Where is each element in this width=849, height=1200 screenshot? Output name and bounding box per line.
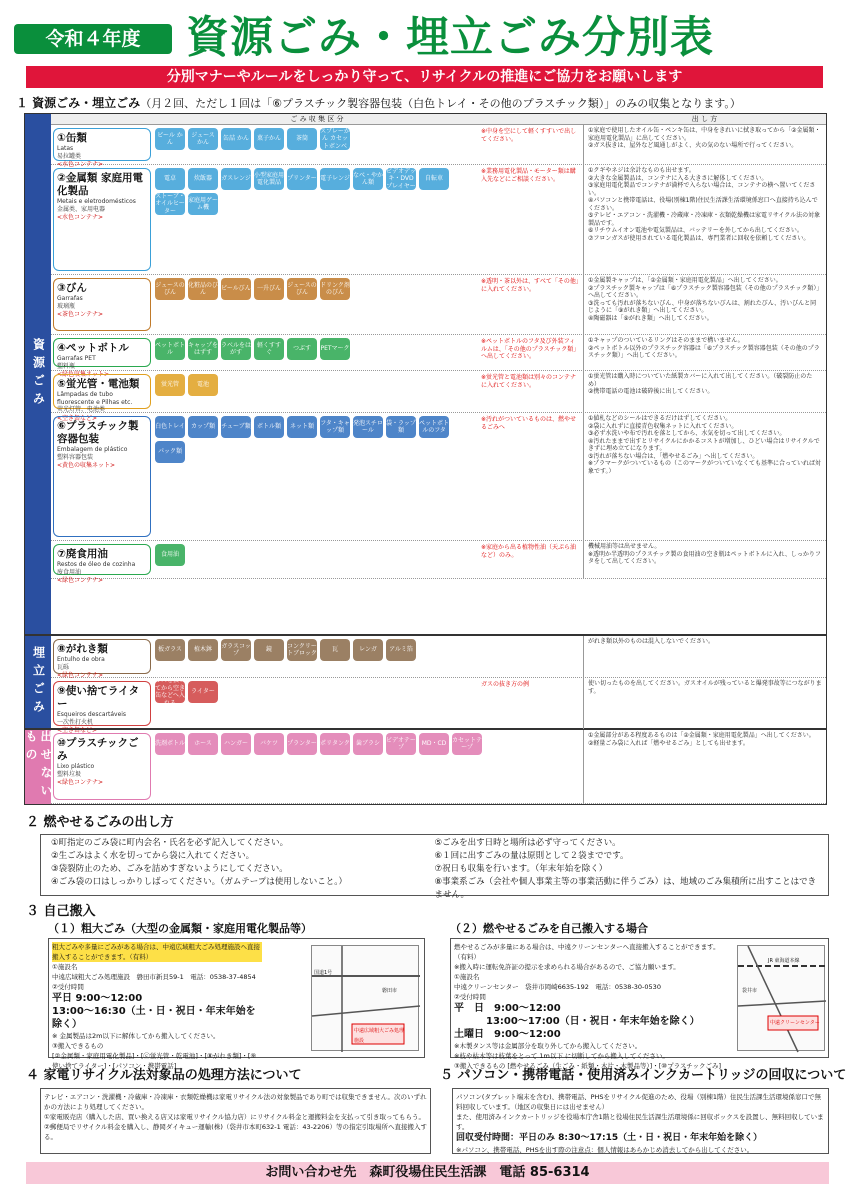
garbage-category-row (51, 636, 826, 678)
category-name-pt: Restos de óleo de cozinha (57, 561, 136, 569)
section-3-2-title: （２）燃やせるごみを自己搬入する場合 (450, 922, 648, 935)
item-example-icon: 袋・ラップ類 (386, 416, 416, 438)
category-name-box (53, 733, 151, 800)
item-example-icon: ガラスコップ (221, 639, 251, 661)
label-umetate: 埋立ごみ (25, 636, 51, 728)
category-name: ⑨使い捨てライター (57, 685, 140, 711)
item-example-icon: バケツ (254, 733, 284, 755)
container-color: <水色コンテナ> (57, 214, 104, 222)
category-rules: がれき類以外のものは混入しないでください。 (583, 636, 826, 677)
item-example-icon: カセットテープ (452, 733, 482, 755)
container-color: <緑色コンテナ> (57, 672, 104, 680)
pc-time: 回収受付時間：平日のみ 8:30～17:15（土・日・祝日・年末年始を除く） (456, 1133, 763, 1143)
item-example-icon: ビールびん (221, 278, 251, 300)
bulky-items-label: ③搬入できるもの (52, 1042, 104, 1050)
selfhaul-intro: 燃やせるごみが多量にある場合は、中遠クリーンセンターへ直接搬入することができます。（有料） (454, 943, 720, 961)
selfhaul-place: 中遠クリーンセンター 袋井市岡崎6635-192 電話：0538-30-0530 (454, 983, 661, 991)
bulky-map (311, 945, 419, 1051)
category-name-pt: Embalagem de plástico (57, 446, 128, 454)
item-example-icon: 炊飯器 (188, 168, 218, 190)
item-example-icon: アルミ箔 (386, 639, 416, 661)
item-example-icon: MD・CD (419, 733, 449, 755)
category-name: ⑩プラスチックごみ (57, 737, 139, 763)
category-name-pt: Garrafas PET (57, 355, 96, 363)
item-example-icon: スプレーかん カセットボンベ (320, 127, 350, 150)
contact-footer: お問い合わせ先 森町役場住民生活課 電話 85-6314 (26, 1162, 829, 1184)
item-example-icon: 菓子かん (254, 128, 284, 150)
garbage-category-row (51, 371, 826, 422)
category-name-pt: Metais e eletrodomésticos (57, 198, 136, 206)
not-collected-table (24, 729, 827, 805)
label-shigen: 資源ごみ (25, 114, 51, 634)
label-dasenai: 出せないもの (24, 730, 53, 802)
section-5-title: ５ パソコン・携帯電話・使用済みインクカートリッジの回収について (440, 1068, 847, 1083)
category-note: ※ペットボトルのフタ及び外装フィルムは、「その他のプラスチック類」へ出してください。 (481, 338, 580, 360)
fiscal-year-badge: 令和４年度 (14, 24, 172, 54)
item-example-icon: 化粧品のびん (188, 278, 218, 300)
category-name: ②金属類 家庭用電化製品 (57, 172, 144, 198)
section-1-note: （月２回、ただし１回は「⑥プラスチック製容器包装（白色トレイ・その他のプラスチック類）」のみの収集となります。） (140, 97, 741, 110)
map-label-e: 磐田市 (382, 988, 398, 994)
item-example-icon: 電池 (188, 374, 218, 396)
bulky-time-1: 平日 9:00～12:00 (52, 993, 143, 1004)
item-example-icon: ビール かん (155, 128, 185, 150)
item-example-icon: チューブ類 (221, 416, 251, 438)
item-example-icon: 電卓 (155, 168, 185, 190)
burnable-rule: ⑦祝日も収集を行います。（年末年始を除く） (434, 864, 608, 874)
item-example-icon: ガスレンジ (221, 168, 251, 190)
item-examples (155, 374, 475, 409)
item-example-icon: パック類 (155, 441, 185, 463)
container-color: <空き缶など> (57, 727, 98, 735)
burnable-selfhaul-box (450, 938, 829, 1070)
category-note: ※蛍光管と電池類は別々のコンテナに入れてください。 (481, 374, 577, 389)
section-1-title: １ 資源ごみ・埋立ごみ (16, 96, 141, 110)
item-example-icon: ホース (188, 733, 218, 755)
item-example-icon: 鏡 (254, 639, 284, 661)
item-example-icon: ビデオデッキ・DVDプレイヤー (386, 167, 416, 190)
item-example-icon: 植木鉢 (188, 639, 218, 661)
resource-garbage-table (24, 113, 827, 635)
category-name-box (53, 416, 151, 537)
container-color: <緑色コンテナ> (57, 779, 104, 787)
item-example-icon: 板ガラス (155, 639, 185, 661)
category-name-box (53, 128, 151, 169)
selfhaul-note-3: ※枝や枯木等は枝葉をとって 1m以下 に切断してから搬入してください。 (454, 1052, 669, 1060)
selfhaul-note-2: ※木製タンス等は金属部分を取り外してから搬入してください。 (454, 1042, 642, 1050)
item-example-icon: ジュース かん (188, 128, 218, 150)
selfhaul-map (737, 945, 825, 1051)
burnable-rule: ②生ごみはよく水を切ってから袋に入れてください。 (51, 851, 255, 861)
selfhaul-time-1: 平 日 9:00～12:00 (454, 1003, 561, 1014)
item-examples (155, 128, 475, 161)
item-example-icon: プリンター (287, 168, 317, 190)
container-color: <空き缶など> (57, 414, 98, 422)
item-example-icon: 缶詰 かん (221, 128, 251, 150)
category-name-box (53, 374, 151, 422)
map-road (312, 1006, 420, 1016)
page-title: 資源ごみ・埋立ごみ分別表 (186, 13, 714, 63)
burnable-rule: ⑧事業系ごみ（会社や個人事業主等の事業活動に伴うごみ）は、地域のごみ集積所に出すことはできません。 (434, 877, 817, 900)
item-example-icon: フタ・キャップ類 (320, 416, 350, 438)
item-example-icon: キャップをはずす (188, 338, 218, 360)
container-color: <茶色コンテナ> (57, 311, 104, 319)
category-name-cn: 玻璃瓶 (57, 302, 76, 310)
item-example-icon: ネット類 (287, 416, 317, 438)
category-note: ※業務用電化製品・モーター類は購入先などにご相談ください。 (481, 168, 576, 183)
item-example-icon: 瓦 (320, 639, 350, 661)
map-label-f: 国道1号 (314, 970, 333, 976)
category-rules: 機械用油等は出せません。 ※透明か半透明のプラスチック製の食用油の空き瓶はペットボトルに入れ、しっかりフタをして出してください。 (583, 541, 826, 578)
item-example-icon: 洗剤ボトル (155, 733, 185, 755)
item-example-icon: 電子レンジ (320, 168, 350, 190)
container-color: <黄色の収集ネット> (57, 462, 116, 470)
item-example-icon: プランター (287, 733, 317, 755)
section-4-title: ４ 家電リサイクル法対象品の処理方法について (26, 1068, 302, 1083)
section-2-title: ２ 燃やせるごみの出し方 (26, 815, 174, 830)
map-label-a: 中遠広域粗大ごみ処理施設 (354, 1028, 405, 1044)
category-name-cn: 废食用油 (57, 568, 82, 576)
appliance-recycling-box: テレビ・エアコン・洗濯機・冷蔵庫・冷凍庫・衣類乾燥機は家電リサイクル法の対象製品であり町では収集できません。次のいずれかの方法により処理してください。 ①家電販売店（購入した店、買い換える店又は家電リサイクル協力店）にリサイクル料金と運搬料金を支払って引き取ってもらう。 ②郵便局でリサイクル料金を購入し、静岡ダイキュー運輸(株)（袋井市本町632-1 電話：43-2206）等の指定引取場所へ直接搬入する。 (40, 1088, 431, 1154)
item-example-icon: ペットボトルのフタ (419, 416, 449, 438)
category-name-box (53, 681, 151, 735)
item-example-icon: 発泡スチロール (353, 416, 383, 438)
garbage-category-row (51, 275, 826, 335)
category-name: ⑧がれき類 (57, 643, 108, 655)
item-example-icon: PETマーク (320, 338, 350, 360)
garbage-category-row (51, 730, 826, 804)
item-examples (155, 338, 475, 367)
category-name-box (53, 338, 151, 379)
item-example-icon: ライター (188, 681, 218, 703)
item-example-icon: 歯ブラシ (353, 733, 383, 755)
item-example-icon: なべ・やかん類 (353, 168, 383, 190)
bulky-time-label: ②受付時間 (52, 983, 84, 991)
item-example-icon: 食用油 (155, 544, 185, 566)
garbage-category-row (51, 165, 826, 275)
item-examples (155, 733, 575, 800)
selfhaul-note: ※搬入時に運転免許証の提示を求められる場合があるので、ご協力願います。 (454, 963, 680, 971)
category-name-cn: 塑料容器包装 (57, 453, 94, 461)
item-example-icon: 軽くすすぐ (254, 338, 284, 360)
selfhaul-items: ③搬入できるもの [燃やせるごみ（生ごみ・紙類・木片・木製品等）]・[⑩プラスチックごみ] (454, 1062, 722, 1070)
category-name: ⑥プラスチック製容器包装 (57, 420, 139, 446)
category-rules: ①金属部分がある程度あるものは「②金属類・家庭用電化製品」へ出してください。 ②軽量ごみ袋に入れば「燃やせるごみ」としても出せます。 (583, 730, 826, 803)
category-name-cn: 荧光灯管、电池类 (57, 406, 106, 414)
bulky-place-label: ①施設名 (52, 963, 78, 971)
item-example-icon: ジュースのびん (155, 278, 185, 300)
burnable-rules-box (40, 834, 829, 900)
bulky-place: 中遠広域粗大ごみ処理施設 磐田市新貝59-1 電話：0538-37-4854 (52, 973, 256, 981)
category-name-box (53, 639, 151, 680)
category-rules: ①キャップのついているリングはそのままで構いません。 ②ペットボトル以外のプラスチック容器は「⑥プラスチック製容器包装（その他のプラスチック類）」へ出してください。 (583, 335, 826, 370)
category-name-pt: Esqueiros descartáveis (57, 711, 127, 719)
garbage-category-row (51, 335, 826, 379)
container-color: <水色コンテナ> (57, 161, 104, 169)
category-note: ガスの抜き方の例 (481, 681, 530, 688)
item-example-icon: ラベルをはがす (221, 338, 251, 360)
section-3-1-title: （１）粗大ごみ（大型の金属類・家庭用電化製品等） (48, 922, 312, 935)
garbage-category-row (51, 541, 826, 585)
category-rules: ①家庭で使用したオイル缶・ペンキ缶は、中身をきれいに拭き取ってから「②金属類・家庭用電化製品」に出してください。 ②ガス抜きは、屋外など風通しがよく、火の気のない場所で行ってください。 (583, 125, 826, 164)
item-example-icon: 一升びん (254, 278, 284, 300)
burnable-rule: ⑥１回に出すごみの量は原則として２袋までです。 (434, 851, 629, 861)
landfill-garbage-table (24, 635, 827, 735)
container-color: <緑色収集ネット> (57, 371, 110, 379)
category-rules: ①クギやネジは余計なものも出せます。 ②大きな金属製品は、コンテナに入る大きさに解体してください。 ③家庭用電化製品でコンテナが満杯で入らない場合は、コンテナの横へ置いてください。 ④パソコンと携帯電話は、役場(別棟1階)住民生活課生活環境係窓口へ直接持ち込んでください。 ⑤テレビ・エアコン・洗濯機・冷蔵庫・冷凍庫・衣類乾燥機は家電リサイクル法の対象製品です。 ⑥リチウムイオン電池や電気製品は、バッテリーを外してから出してください。 ⑦フロンガスが使用されている電化製品は、専門業者に回収を依頼してください。 (583, 165, 826, 274)
category-name-pt: Entulho de obra (57, 656, 105, 664)
item-example-icon: ジュースのびん (287, 278, 317, 300)
selfhaul-time-label: ②受付時間 (454, 993, 486, 1001)
item-example-icon: ボトル類 (254, 416, 284, 438)
burnable-rule: ③袋裂防止のため、ごみを詰めすぎないようにしてください。 (51, 864, 288, 874)
item-example-icon: 茶筒 (287, 128, 317, 150)
category-rules: 使い切ったものを出してください。ガスオイルが残っていると爆発事故等につながります。 (583, 678, 826, 729)
category-name-pt: Lâmpadas de tubo fluorescente e Pilhas etc. (57, 391, 133, 406)
item-example-icon: カップ類 (188, 416, 218, 438)
item-example-icon: ペットボトル (155, 338, 185, 360)
category-name: ③びん (57, 282, 87, 294)
item-example-icon: 家庭用ゲーム機 (188, 193, 218, 215)
category-rules: ①金属製キャップは、「②金属類・家庭用電化製品」へ出してください。 ②プラスチック製キャップは「⑥プラスチック製容器包装（その他のプラスチック類）」へ出してください。 ③洗っても汚れが落ちないびん、中身が落ちないびんは、割れたびん、汚いびんと同じように「⑨がれき類」へ出してください。 ④陶磁器は「⑨がれき類」へ出してください。 (583, 275, 826, 334)
item-example-icon: レンガ (353, 639, 383, 661)
category-note: ※汚れがついているものは、燃やせるごみへ (481, 416, 577, 431)
garbage-category-row (51, 125, 826, 169)
item-example-icon: ビデオテープ (386, 733, 416, 755)
map-label-d: 袋井市 (742, 988, 758, 994)
category-note: ※中身を空にして軽くすすいで出してください。 (481, 128, 577, 143)
map-label-b: 中遠クリーンセンター (770, 1020, 820, 1026)
container-color: <緑色コンテナ> (57, 577, 104, 585)
col-items-header: ご み 収 集 区 分 (51, 114, 583, 125)
map-label-c: JR 東海道本線 (768, 958, 800, 964)
section-1-heading (16, 96, 826, 111)
pc-body: パソコン(タブレット端末を含む)、携帯電話、PHSをリサイクル促進のため、役場（別棟1階）住民生活課生活環境係窓口で無料回収しています。（地区の収集日には出せません） また、使用済みインクカートリッジを役場本庁舎1階と役場住民生活課生活環境係に回収ボックスを設置し、無料回収しています。 (456, 1093, 824, 1131)
burnable-rule: ①町指定のごみ袋に町内会名・氏名を必ず記入してください。 (51, 838, 289, 848)
bulky-note: ※ 金属製品は2m以下に解体してから搬入してください。 (52, 1032, 220, 1040)
selfhaul-place-label: ①施設名 (454, 973, 480, 981)
item-example-icon: 白色トレイ (155, 416, 185, 438)
pc-phone-collection-box (452, 1088, 829, 1154)
item-examples (155, 416, 475, 537)
category-name-pt: Garrafas (57, 295, 83, 303)
item-examples (155, 677, 475, 726)
bulky-items: [②金属類・家庭用電化製品]・[ⓒ蛍光管・乾電池]・[⑧がれき類]・[⑨使い捨てライター]・[パソコン・携帯電話] (52, 1052, 257, 1070)
category-name: ①缶類 (57, 132, 87, 144)
category-note: ※家庭から出る植物性油（天ぷら油など）のみ。 (481, 544, 577, 559)
category-note: ※透明・茶以外は、すべて「その他」に入れてください。 (481, 278, 579, 293)
col-rules-header: 出 し 方 (583, 114, 826, 125)
category-name-cn: 瓦砾 (57, 663, 70, 671)
selfhaul-time-2: 13:00～17:00（日・祝日・年末年始を除く） (486, 1016, 700, 1027)
category-name-cn: 易拉罐类 (57, 152, 82, 160)
item-example-icon: ガスを抜いてから空き缶などへ入れる (155, 677, 186, 707)
category-name-box (53, 278, 151, 331)
category-name: ④ペットボトル (57, 342, 129, 354)
category-rules: ①値札などのシールはできるだけはずしてください。 ②袋に入れずに直接青色収集ネットに入れてください。 ③必ず水洗いや布で汚れを落としてから、水気を切って出してください。 ④汚れたままで出すとリサイクルにかかるコストが増加し、ひどい場合はリサイクルできずに埋め立てになります。 ⑤汚れが落ちない場合は、「燃やせるごみ」へ出してください。 ※プラマークがついているもの（このマークがついていなくても基準に合っていれば対象です。） (583, 413, 826, 540)
category-name-cn: 一次性打火机 (57, 718, 94, 726)
item-example-icon: ハンガー (221, 733, 251, 755)
item-example-icon: コンクリートブロック (287, 639, 317, 661)
item-examples (155, 639, 575, 674)
category-name-pt: Latas (57, 145, 74, 153)
item-examples (155, 544, 475, 575)
item-example-icon: つぶす (287, 338, 317, 360)
category-name-box (53, 544, 151, 585)
bulky-waste-box (48, 938, 425, 1070)
category-name-cn: 塑料瓶 (57, 362, 76, 370)
bulky-intro: 粗大ごみや多量にごみがある場合は、中遠広域粗大ごみ処理施設へ直接搬入することができます。（有料） (52, 943, 260, 961)
category-name-cn: 金属类、家用电器 (57, 205, 106, 213)
category-name-box (53, 168, 151, 271)
map-road (738, 1001, 826, 1006)
category-name: ⑦廃食用油 (57, 548, 108, 560)
category-name: ⑤蛍光管・電池類 (57, 378, 140, 390)
category-name-pt: Lixo plástico (57, 763, 95, 771)
garbage-category-row (51, 677, 826, 735)
item-example-icon: ポリタンク (320, 733, 350, 755)
item-example-icon: ドリンク剤のびん (320, 278, 350, 300)
bulky-time-2: 13:00～16:30（土・日・祝日・年末年始を除く） (52, 1006, 256, 1030)
garbage-category-row (51, 413, 826, 541)
burnable-rule: ⑤ごみを出す日時と場所は必ず守ってください。 (434, 838, 621, 848)
item-example-icon: 小型家庭用電化製品 (254, 168, 284, 190)
selfhaul-time-3: 土曜日 9:00～12:00 (454, 1029, 561, 1040)
burnable-rule: ④ごみ袋の口はしっかりしばってください。（ガムテープは使用しないこと。） (51, 877, 348, 887)
item-examples (155, 278, 475, 331)
page-subtitle: 分別マナーやルールをしっかり守って、リサイクルの推進にご協力をお願いします (26, 66, 823, 88)
item-example-icon: ストーブ・オイルヒーター (155, 192, 185, 215)
pc-note: ※パソコン、携帯電話、PHSを出す際の注意点：個人情報はあらかじめ消去してから出してください。 (456, 1146, 754, 1154)
item-examples (155, 168, 475, 271)
category-name-cn: 塑料垃圾 (57, 770, 82, 778)
item-example-icon: 自転車 (419, 168, 449, 190)
category-rules: ①蛍光管は購入時についていた紙製カバーに入れて出してください。（破裂防止のため） ②携帯電話の電池は破砕後に出してください。 (583, 371, 826, 412)
item-example-icon: 蛍光管 (155, 374, 185, 396)
section-3-title: ３ 自己搬入 (26, 904, 96, 919)
